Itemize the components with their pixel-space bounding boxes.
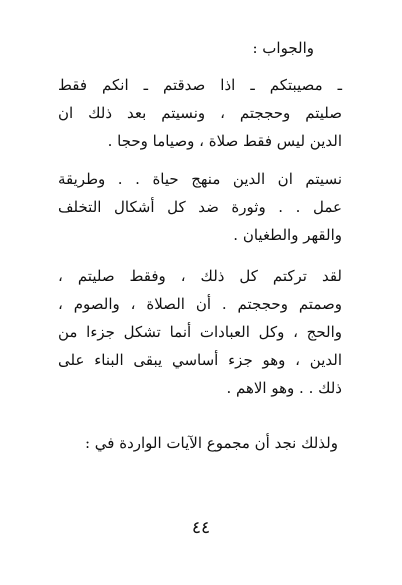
paragraph-3-line-1: لقد تركتم كل ذلك ، وفقط صليتم ،: [58, 267, 342, 285]
paragraph-1-line-2: صليتم وحججتم ، ونسيتم بعد ذلك ان: [58, 104, 342, 122]
page-number: ٤٤: [191, 518, 211, 538]
paragraph-1-line-1: ـ مصيبتكم ـ اذا صدقتم ـ انكم فقط: [58, 76, 342, 94]
paragraph-1-line-3: الدين ليس فقط صلاة ، وصياما وحجا .: [107, 132, 342, 150]
paragraph-3-line-3: والحج ، وكل العبادات أنما تشكل جزءا من: [58, 323, 342, 341]
paragraph-2-line-3: والقهر والطغيان .: [233, 226, 342, 244]
section-heading: والجواب :: [252, 39, 314, 57]
paragraph-3-line-5: ذلك . . وهو الاهم .: [226, 379, 342, 397]
paragraph-3-line-4: الدين ، وهو جزء أساسي يبقى البناء على: [58, 351, 342, 369]
paragraph-2-line-2: عمل . . وثورة ضد كل أشكال التخلف: [58, 198, 342, 216]
paragraph-2-line-1: نسيتم ان الدين منهج حياة . . وطريقة: [58, 170, 342, 188]
paragraph-3-line-2: وصمتم وحججتم . أن الصلاة ، والصوم ،: [58, 295, 342, 313]
closing-line: ولذلك نجد أن مجموع الآيات الواردة في :: [84, 434, 338, 452]
